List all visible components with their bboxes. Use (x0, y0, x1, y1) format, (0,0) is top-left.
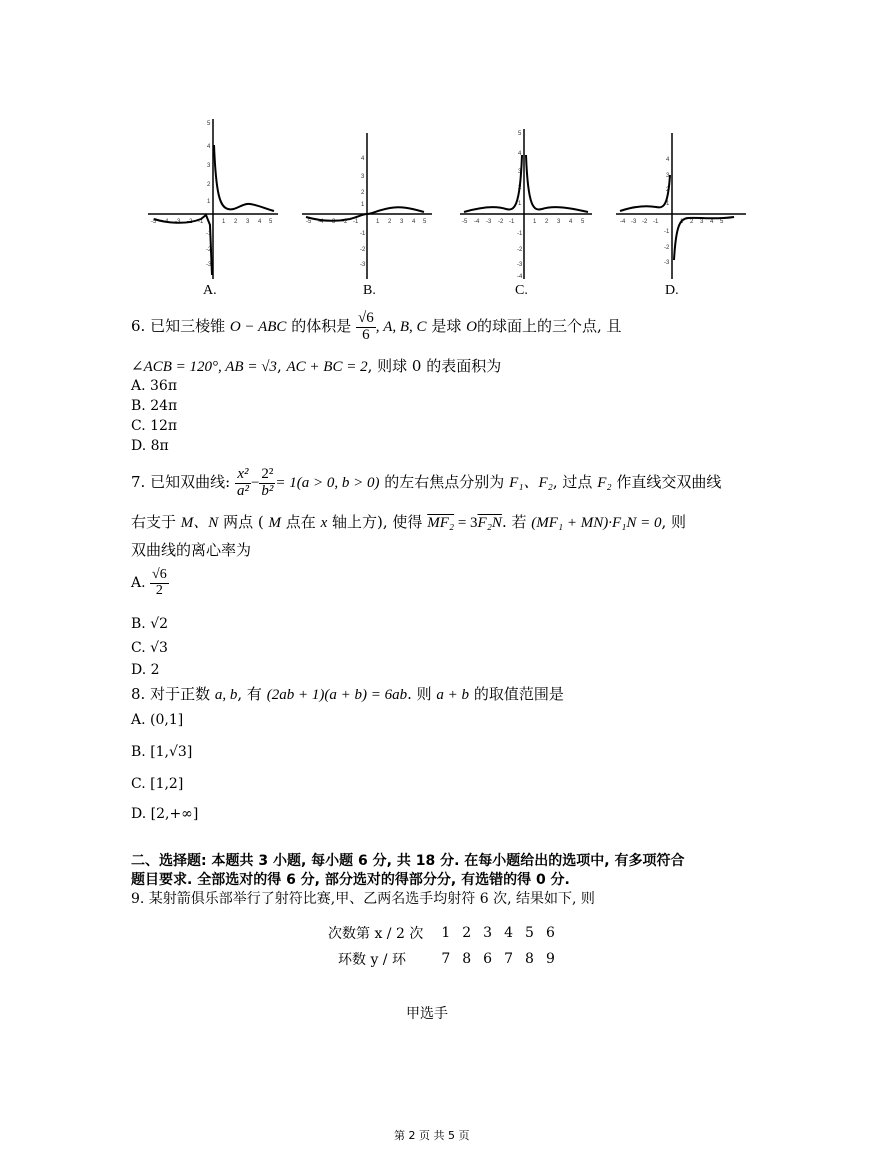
q6-number: 6. (131, 317, 146, 335)
table-cell: 3 (483, 925, 493, 941)
svg-text:2: 2 (518, 185, 522, 191)
table-cell: 4 (504, 925, 514, 941)
q7-line2 (131, 511, 686, 532)
svg-text:-4: -4 (163, 219, 169, 225)
graph-a-label: A. (203, 283, 217, 298)
q6-option-a: A. 36π (131, 378, 178, 394)
svg-text:4: 4 (361, 156, 365, 162)
q8-option-c: C. [1,2] (131, 776, 184, 792)
q9-score-table (322, 920, 561, 972)
q7-points: M、N (180, 515, 219, 531)
q6-line2 (131, 355, 501, 376)
q8-text-4: 的取值范围是 (473, 685, 564, 703)
q8-sum: a + b (436, 687, 470, 703)
graph-b (300, 115, 434, 280)
svg-text:1: 1 (666, 201, 670, 207)
svg-text:-4: -4 (318, 219, 324, 225)
q6-text-3: 是球 (431, 317, 462, 335)
q7-point-m: M (268, 515, 281, 531)
svg-text:-1: -1 (664, 229, 670, 235)
svg-text:3: 3 (246, 219, 250, 225)
q7-condition: = 1(a > 0, b > 0) (275, 475, 380, 491)
q6-line1 (131, 306, 622, 347)
svg-text:5: 5 (581, 219, 585, 225)
svg-text:-3: -3 (664, 260, 670, 266)
q8-text-3: . 则 (407, 685, 432, 703)
svg-text:1: 1 (518, 201, 522, 207)
table-row (322, 920, 561, 946)
svg-text:4: 4 (412, 219, 416, 225)
svg-text:1: 1 (207, 199, 211, 205)
table-row (322, 946, 561, 972)
svg-text:3: 3 (666, 173, 670, 179)
q7-fraction-2-denominator: b² (261, 482, 274, 499)
svg-text:4: 4 (258, 219, 262, 225)
q7-focus-f2: F₂ (597, 475, 612, 491)
svg-text:-2: -2 (498, 219, 504, 225)
svg-text:-2: -2 (342, 219, 348, 225)
graph-b-label: B. (363, 283, 376, 298)
q7-line1 (131, 460, 721, 505)
q7-line3: 双曲线的离心率为 (131, 541, 252, 559)
table-cell: 8 (462, 951, 472, 967)
q6-text-6: , 则球 0 的表面积为 (367, 357, 502, 375)
svg-text:3: 3 (207, 163, 211, 169)
q6-option-b: B. 24π (131, 398, 178, 414)
table-cell: 7 (441, 951, 451, 967)
q7-fraction-1 (235, 467, 251, 500)
svg-text:-3: -3 (360, 262, 366, 268)
svg-text:-3: -3 (206, 262, 212, 268)
svg-text:3: 3 (400, 219, 404, 225)
q6-volume-fraction (356, 311, 376, 344)
q8-option-a: A. (0,1] (131, 712, 184, 728)
q7-text-10: , 则 (661, 513, 687, 531)
q6-text-5: , (276, 357, 282, 375)
q7-fraction-1-denominator: a² (236, 482, 249, 499)
q8-line1 (131, 683, 564, 704)
svg-text:-1: -1 (653, 219, 659, 225)
q7-text-6: 两点 ( (223, 513, 264, 531)
svg-text:1: 1 (222, 219, 226, 225)
q7-option-a (131, 563, 169, 603)
q8-text-2: , 有 (237, 685, 262, 703)
page-footer: 第 2 页 共 5 页 (394, 1129, 470, 1142)
svg-text:2: 2 (388, 219, 392, 225)
q7-axis-x: x (320, 515, 328, 531)
svg-text:2: 2 (545, 219, 549, 225)
q7-minus: − (250, 475, 260, 491)
q9-player-label: 甲选手 (406, 1006, 448, 1022)
q7-text-4: 作直线交双曲线 (616, 473, 722, 491)
q7-option-b: B. √2 (131, 616, 169, 632)
svg-text:-3: -3 (517, 262, 523, 268)
svg-text:-4: -4 (620, 219, 626, 225)
svg-text:5: 5 (720, 219, 724, 225)
table-cell: 2 (462, 925, 472, 941)
svg-text:5: 5 (269, 219, 273, 225)
q7-dot-product: (MF₁ + MN)·F₁N = 0 (531, 515, 662, 531)
svg-text:-2: -2 (206, 247, 212, 253)
svg-text:-1: -1 (517, 231, 523, 237)
q7-vector-mf2: MF₂ (427, 515, 455, 531)
q6-expr-1: O − ABC (229, 319, 287, 335)
svg-text:4: 4 (207, 144, 211, 150)
svg-text:-4: -4 (517, 274, 523, 280)
svg-text:2: 2 (361, 190, 365, 196)
svg-text:3: 3 (557, 219, 561, 225)
graph-c (458, 125, 594, 280)
svg-text:-3: -3 (175, 219, 181, 225)
svg-text:2: 2 (234, 219, 238, 225)
svg-text:1: 1 (680, 219, 684, 225)
q8-equation: (2ab + 1)(a + b) = 6ab (266, 687, 408, 703)
table-cell: 9 (545, 951, 555, 967)
q7-option-a-fraction (150, 568, 169, 598)
svg-text:-3: -3 (330, 219, 336, 225)
q9-row1-header: 次数第 x / 2 次 (328, 926, 424, 942)
table-cell: 5 (525, 925, 534, 941)
table-cell: 6 (545, 925, 555, 941)
q6-expr-5: AC + BC = 2 (286, 359, 368, 375)
svg-text:-5: -5 (306, 219, 312, 225)
graph-d (614, 125, 748, 280)
section-2-heading-line1: 二、选择题: 本题共 3 小题, 每小题 6 分, 共 18 分. 在每小题给出的选项中, 有多项符合 (131, 853, 685, 869)
q7-text-8: 轴上方), 使得 (332, 513, 423, 531)
q8-option-b: B. [1,√3] (131, 744, 193, 760)
q7-text-1: 已知双曲线: (150, 473, 231, 491)
q8-option-d: D. [2,+∞] (131, 806, 199, 822)
svg-text:1: 1 (376, 219, 380, 225)
q7-vector-equals: = 3 (454, 515, 478, 531)
q7-text-5: 右支于 (131, 513, 177, 531)
svg-text:-1: -1 (360, 231, 366, 237)
section-2-heading-line2: 题目要求. 全部选对的得 6 分, 部分选对的得部分分, 有选错的得 0 分. (131, 872, 570, 888)
q8-vars: a, b (214, 687, 238, 703)
q8-number: 8. (131, 685, 146, 703)
svg-text:-1: -1 (206, 231, 212, 237)
svg-text:5: 5 (518, 131, 522, 137)
svg-text:1: 1 (361, 202, 365, 208)
q7-option-c: C. √3 (131, 640, 168, 656)
svg-text:2: 2 (690, 219, 694, 225)
q7-text-3: , 过点 (552, 473, 593, 491)
svg-text:-2: -2 (642, 219, 648, 225)
q7-text-2: 的左右焦点分别为 (384, 473, 505, 491)
graph-c-label: C. (515, 283, 528, 298)
q7-option-a-numerator: √6 (152, 566, 167, 582)
q7-vector-f2n: F₂N (477, 515, 502, 531)
svg-text:-3: -3 (631, 219, 637, 225)
graph-d-label: D. (665, 283, 679, 298)
svg-text:2: 2 (666, 187, 670, 193)
q9-text: 9. 某射箭俱乐部举行了射符比赛,甲、乙两名选手均射符 6 次, 结果如下, 则 (131, 891, 595, 907)
q9-row2-header: 环数 y / 环 (338, 952, 406, 968)
q7-number: 7. (131, 473, 146, 491)
svg-text:3: 3 (361, 174, 365, 180)
svg-text:-5: -5 (462, 219, 468, 225)
svg-text:-2: -2 (664, 245, 670, 251)
svg-text:5: 5 (207, 121, 211, 127)
svg-text:-1: -1 (509, 219, 515, 225)
svg-text:5: 5 (423, 219, 427, 225)
q7-text-7: 点在 (285, 513, 316, 531)
svg-text:-3: -3 (486, 219, 492, 225)
q6-text-1: 已知三棱锥 (150, 317, 226, 335)
svg-text:3: 3 (518, 169, 522, 175)
table-cell: 7 (504, 951, 514, 967)
q8-text-1: 对于正数 (150, 685, 211, 703)
svg-text:4: 4 (518, 151, 522, 157)
svg-text:-1: -1 (353, 219, 359, 225)
table-cell: 8 (525, 951, 534, 967)
table-cell: 1 (441, 925, 451, 941)
q6-text-4: 的球面上的三个点, 且 (476, 317, 622, 335)
svg-text:-2: -2 (187, 219, 193, 225)
q6-option-d: D. 8π (131, 438, 169, 454)
q7-fraction-2-numerator: 2² (261, 465, 274, 482)
svg-text:3: 3 (700, 219, 704, 225)
svg-text:4: 4 (666, 157, 670, 163)
q7-foci: F₁、F₂ (509, 475, 553, 491)
q6-text-2: 的体积是 (291, 317, 352, 335)
q7-fraction-1-numerator: x² (235, 467, 251, 484)
q6-option-c: C. 12π (131, 418, 178, 434)
q6-fraction-numerator: √6 (357, 309, 374, 326)
svg-text:2: 2 (207, 182, 211, 188)
svg-text:-2: -2 (360, 247, 366, 253)
svg-text:-1: -1 (198, 219, 204, 225)
q6-expr-3: O (466, 319, 477, 335)
q7-option-a-denominator: 2 (155, 582, 163, 598)
graph-a (146, 115, 280, 280)
q6-expr-4: ∠ACB = 120°, AB = √3 (131, 359, 277, 375)
q6-fraction-denominator: 6 (362, 326, 370, 343)
q7-option-d: D. 2 (131, 662, 160, 678)
svg-text:4: 4 (569, 219, 573, 225)
q7-fraction-2 (259, 467, 275, 500)
svg-text:1: 1 (533, 219, 537, 225)
table-cell: 6 (483, 951, 493, 967)
q6-expr-2: , A, B, C (375, 319, 427, 335)
svg-text:-5: -5 (151, 219, 157, 225)
q7-option-a-label: A. (131, 575, 146, 591)
q7-text-9: . 若 (501, 513, 527, 531)
svg-text:4: 4 (710, 219, 714, 225)
svg-text:-2: -2 (517, 247, 523, 253)
svg-text:-4: -4 (474, 219, 480, 225)
